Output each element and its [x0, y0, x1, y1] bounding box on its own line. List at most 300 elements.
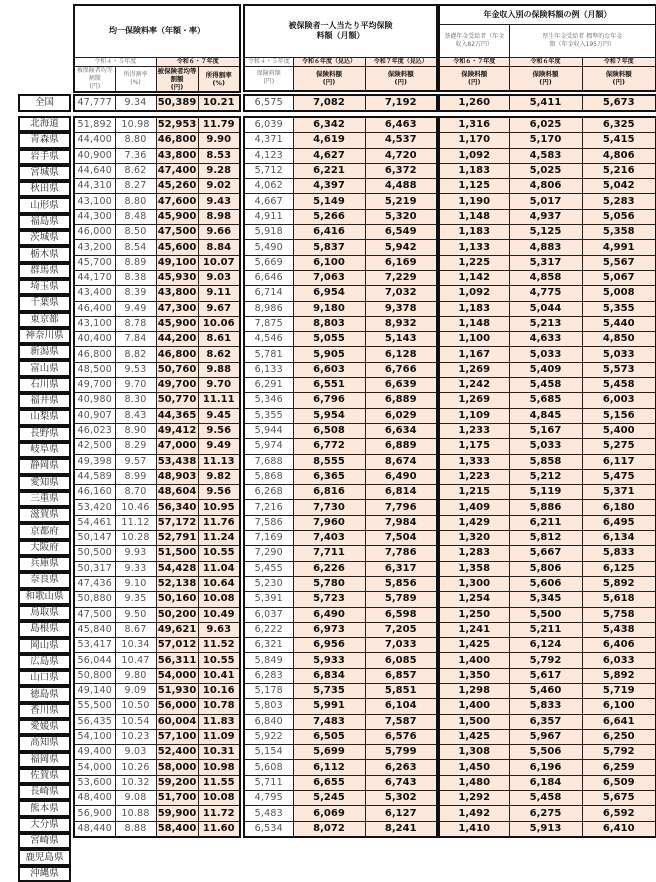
table-row [439, 240, 656, 255]
value-cell: 6,226 [293, 561, 365, 576]
column-header: 保険料額 (円) [365, 66, 437, 91]
table-row [439, 423, 656, 438]
value-cell: 5,974 [244, 439, 293, 454]
pension-example-block [438, 116, 656, 838]
table-row [439, 301, 656, 316]
value-cell: 11.12 [115, 515, 156, 530]
table-row [439, 546, 656, 561]
table-row [74, 546, 240, 561]
value-cell: 51,892 [74, 117, 115, 133]
value-cell: 5,858 [509, 454, 582, 469]
value-cell: 8.54 [115, 240, 156, 255]
prefecture-name: 佐賀県 [18, 768, 71, 784]
table-row [244, 393, 437, 408]
value-cell: 9.03 [115, 745, 156, 760]
table-row [244, 592, 437, 607]
table-row [244, 347, 437, 362]
value-cell: 10.47 [115, 653, 156, 668]
value-cell: 59,200 [156, 775, 198, 790]
value-cell: 1,100 [439, 332, 509, 347]
value-cell: 6,634 [365, 423, 437, 438]
table-row [439, 592, 656, 607]
table-row [74, 439, 240, 454]
value-cell: 5,849 [244, 653, 293, 668]
value-cell: 54,000 [74, 760, 115, 775]
value-cell: 9.56 [198, 485, 240, 500]
value-cell: 6,275 [509, 806, 582, 821]
value-cell: 47,600 [156, 194, 198, 209]
value-cell: 6,117 [582, 454, 656, 469]
table-row [439, 531, 656, 546]
value-cell: 43,200 [74, 240, 115, 255]
prefecture-name: 埼玉県 [18, 279, 71, 295]
value-cell: 5,806 [509, 561, 582, 576]
value-cell: 44,640 [74, 163, 115, 178]
prefecture-name: 石川県 [18, 377, 71, 393]
value-cell: 4,488 [365, 179, 437, 194]
value-cell: 7,205 [365, 622, 437, 637]
value-cell: 5,954 [293, 408, 365, 423]
table-row [74, 179, 240, 194]
value-cell: 6,534 [244, 821, 293, 837]
value-cell: 1,409 [439, 500, 509, 515]
value-cell: 8.80 [115, 194, 156, 209]
header-title: 被保険者一人当たり平均保険料額（月額） [244, 5, 437, 57]
value-cell: 5,675 [582, 791, 656, 806]
value-cell: 5,780 [293, 576, 365, 591]
table-row [74, 760, 240, 775]
value-cell: 1,410 [439, 821, 509, 837]
value-cell: 45,900 [156, 209, 198, 224]
value-cell: 1,425 [439, 638, 509, 653]
value-cell: 6,085 [365, 653, 437, 668]
value-cell: 6,406 [582, 638, 656, 653]
value-cell: 5,573 [582, 362, 656, 377]
value-cell: 7,290 [244, 546, 293, 561]
table-row [244, 286, 437, 301]
table-row [74, 699, 240, 714]
table-row [439, 332, 656, 347]
prefecture-name: 福島県 [18, 214, 71, 230]
value-cell: 7,504 [365, 531, 437, 546]
prefecture-name: 新潟県 [18, 344, 71, 360]
period-label: 令和６・７年度 [156, 57, 240, 66]
value-cell: 4,937 [509, 209, 582, 224]
value-cell: 5,608 [244, 760, 293, 775]
value-cell: 1,142 [439, 270, 509, 285]
table-row [244, 240, 437, 255]
table-row [439, 378, 656, 393]
value-cell: 5,789 [365, 592, 437, 607]
prefecture-name: 大分県 [18, 817, 71, 833]
value-cell: 46,800 [74, 347, 115, 362]
value-cell: 7,032 [365, 286, 437, 301]
value-cell: 9.02 [198, 179, 240, 194]
value-cell: 6,321 [244, 638, 293, 653]
value-cell: 49,621 [156, 622, 198, 637]
prefecture-name: 滋賀県 [18, 507, 71, 523]
table-row [439, 653, 656, 668]
value-cell: 57,100 [156, 729, 198, 744]
period-label: 令和７年度 [582, 57, 656, 66]
value-cell: 4,720 [365, 148, 437, 163]
value-cell: 58,400 [156, 821, 198, 837]
prefecture-name: 京都府 [18, 523, 71, 539]
value-cell: 5,856 [365, 576, 437, 591]
value-cell: 7,960 [293, 515, 365, 530]
value-cell: 4,775 [509, 286, 582, 301]
value-cell: 9,180 [293, 301, 365, 316]
table-row [74, 806, 240, 821]
value-cell: 6,221 [293, 163, 365, 178]
value-cell: 49,700 [156, 378, 198, 393]
value-cell: 5,567 [582, 255, 656, 270]
value-cell: 6,259 [582, 760, 656, 775]
value-cell: 9.82 [198, 469, 240, 484]
value-cell: 5,391 [244, 592, 293, 607]
value-cell: 52,953 [156, 117, 198, 133]
prefecture-name: 北海道 [18, 116, 71, 132]
table-row [244, 806, 437, 821]
value-cell: 5,792 [509, 653, 582, 668]
value-cell: 7,730 [293, 500, 365, 515]
prefecture-name: 徳島県 [18, 686, 71, 702]
value-cell: 1,350 [439, 668, 509, 683]
prefecture-name: 千葉県 [18, 295, 71, 311]
value-cell: 43,100 [74, 316, 115, 331]
header-title: 均一保険料率（年額・率） [74, 5, 240, 57]
value-cell: 6,033 [582, 653, 656, 668]
value-cell: 6,598 [365, 607, 437, 622]
table-row [439, 255, 656, 270]
value-cell: 9.34 [115, 95, 156, 111]
value-cell: 48,440 [74, 821, 115, 837]
value-cell: 5,506 [509, 745, 582, 760]
value-cell: 7,192 [365, 95, 437, 111]
value-cell: 6,342 [293, 117, 365, 133]
value-cell: 1,300 [439, 576, 509, 591]
value-cell: 46,800 [156, 133, 198, 148]
value-cell: 11.13 [198, 454, 240, 469]
value-cell: 5,355 [244, 408, 293, 423]
table-row [74, 638, 240, 653]
value-cell: 10.16 [198, 683, 240, 698]
prefecture-name: 宮城県 [18, 165, 71, 181]
prefecture-name: 島根県 [18, 621, 71, 637]
value-cell: 10.21 [198, 95, 240, 111]
prefecture-name: 香川県 [18, 703, 71, 719]
value-cell: 8.78 [115, 316, 156, 331]
value-cell: 6,814 [365, 485, 437, 500]
value-cell: 50,770 [156, 393, 198, 408]
table-row [439, 760, 656, 775]
value-cell: 6,029 [365, 408, 437, 423]
value-cell: 1,480 [439, 775, 509, 790]
employee-pension-label: 厚生年金受給者 標準的な年金額（年金収入195万円） [509, 24, 656, 57]
value-cell: 1,333 [439, 454, 509, 469]
value-cell: 8,072 [293, 821, 365, 837]
table-row [439, 133, 656, 148]
value-cell: 6,766 [365, 362, 437, 377]
prefecture-name: 兵庫県 [18, 556, 71, 572]
value-cell: 9.63 [198, 622, 240, 637]
value-cell: 9.49 [198, 439, 240, 454]
table-row [74, 347, 240, 362]
prefecture-name: 福井県 [18, 393, 71, 409]
value-cell: 7,587 [365, 714, 437, 729]
value-cell: 1,183 [439, 163, 509, 178]
value-cell: 49,140 [74, 683, 115, 698]
value-cell: 5,792 [582, 745, 656, 760]
value-cell: 1,242 [439, 378, 509, 393]
table-row [74, 729, 240, 744]
value-cell: 5,922 [244, 729, 293, 744]
value-cell: 9.50 [115, 607, 156, 622]
value-cell: 6,025 [509, 117, 582, 133]
value-cell: 49,412 [156, 423, 198, 438]
header-title: 年金収入別の保険料額の例（月額） [439, 5, 656, 24]
value-cell: 5,458 [582, 378, 656, 393]
value-cell: 5,455 [244, 561, 293, 576]
value-cell: 4,397 [293, 179, 365, 194]
value-cell: 9.49 [115, 301, 156, 316]
value-cell: 47,400 [156, 163, 198, 178]
value-cell: 4,911 [244, 209, 293, 224]
value-cell: 8,555 [293, 454, 365, 469]
table-row [244, 133, 437, 148]
prefecture-name: 群馬県 [18, 263, 71, 279]
value-cell: 10.55 [198, 546, 240, 561]
value-cell: 9.45 [198, 408, 240, 423]
value-cell: 6,639 [365, 378, 437, 393]
value-cell: 5,025 [509, 163, 582, 178]
table-row [74, 133, 240, 148]
value-cell: 6,069 [293, 806, 365, 821]
value-cell: 10.46 [115, 500, 156, 515]
value-cell: 6,133 [244, 362, 293, 377]
value-cell: 8.48 [115, 209, 156, 224]
table-row [74, 576, 240, 591]
period-label: 令和７年度（見込） [365, 57, 437, 66]
value-cell: 5,942 [365, 240, 437, 255]
value-cell: 7,586 [244, 515, 293, 530]
table-row [244, 607, 437, 622]
header-pension-examples [438, 4, 656, 92]
table-row [74, 316, 240, 331]
table-row [439, 347, 656, 362]
value-cell: 1,250 [439, 607, 509, 622]
value-cell: 6,039 [244, 117, 293, 133]
value-cell: 8.61 [198, 332, 240, 347]
value-cell: 5,008 [582, 286, 656, 301]
value-cell: 45,260 [156, 179, 198, 194]
value-cell: 6,357 [509, 714, 582, 729]
value-cell: 57,012 [156, 638, 198, 653]
table-row [74, 607, 240, 622]
value-cell: 46,000 [74, 225, 115, 240]
value-cell: 45,700 [74, 255, 115, 270]
table-row [244, 576, 437, 591]
prefecture-name: 静岡県 [18, 458, 71, 474]
value-cell: 11.11 [198, 393, 240, 408]
prefecture-name: 鳥取県 [18, 605, 71, 621]
value-cell: 1,183 [439, 225, 509, 240]
value-cell: 1,167 [439, 347, 509, 362]
value-cell: 1,269 [439, 393, 509, 408]
table-row [74, 393, 240, 408]
value-cell: 4,667 [244, 194, 293, 209]
value-cell: 1,400 [439, 699, 509, 714]
column-header: 保険料額 (円) [439, 66, 509, 91]
value-cell: 6,816 [293, 485, 365, 500]
table-row [439, 485, 656, 500]
value-cell: 43,100 [74, 194, 115, 209]
table-row [74, 775, 240, 790]
column-header: 被保険者均等割額 (円) [74, 66, 115, 92]
value-cell: 9,378 [365, 301, 437, 316]
value-cell: 40,907 [74, 408, 115, 423]
value-cell: 5,055 [293, 332, 365, 347]
prefecture-name: 広島県 [18, 654, 71, 670]
value-cell: 11.09 [198, 729, 240, 744]
value-cell: 6,211 [509, 515, 582, 530]
value-cell: 5,617 [509, 668, 582, 683]
prefecture-name: 東京都 [18, 312, 71, 328]
value-cell: 10.78 [198, 699, 240, 714]
value-cell: 10.41 [198, 668, 240, 683]
prefecture-name: 奈良県 [18, 572, 71, 588]
value-cell: 4,845 [509, 408, 582, 423]
value-cell: 4,546 [244, 332, 293, 347]
prefecture-name: 福岡県 [18, 752, 71, 768]
table-row [244, 454, 437, 469]
value-cell: 6,646 [244, 270, 293, 285]
value-cell: 50,317 [74, 561, 115, 576]
value-cell: 1,260 [439, 95, 509, 111]
value-cell: 4,806 [509, 179, 582, 194]
value-cell: 6,603 [293, 362, 365, 377]
value-cell: 6,128 [365, 347, 437, 362]
table-row [244, 117, 437, 133]
value-cell: 1,320 [439, 531, 509, 546]
value-cell: 47,500 [156, 225, 198, 240]
value-cell: 5,125 [509, 225, 582, 240]
table-row [439, 806, 656, 821]
value-cell: 5,458 [509, 378, 582, 393]
value-cell: 6,365 [293, 469, 365, 484]
value-cell: 44,365 [156, 408, 198, 423]
value-cell: 8,932 [365, 316, 437, 331]
prefecture-name: 栃木県 [18, 246, 71, 262]
table-row [74, 454, 240, 469]
value-cell: 6,250 [582, 729, 656, 744]
table-row [439, 668, 656, 683]
table-row [74, 408, 240, 423]
table-row [439, 362, 656, 377]
value-cell: 6,549 [365, 225, 437, 240]
value-cell: 7.84 [115, 332, 156, 347]
value-cell: 10.06 [198, 316, 240, 331]
value-cell: 6,655 [293, 775, 365, 790]
value-cell: 40,400 [74, 332, 115, 347]
prefecture-name: 富山県 [18, 360, 71, 376]
table-row [244, 622, 437, 637]
value-cell: 50,160 [156, 592, 198, 607]
value-cell: 6,180 [582, 500, 656, 515]
value-cell: 6,575 [244, 95, 293, 111]
value-cell: 5,033 [509, 439, 582, 454]
row-label: 全国 [18, 94, 71, 112]
value-cell: 5,618 [582, 592, 656, 607]
value-cell: 6,112 [293, 760, 365, 775]
value-cell: 54,100 [74, 729, 115, 744]
value-cell: 5,667 [509, 546, 582, 561]
value-cell: 50,760 [156, 362, 198, 377]
prefecture-name: 高知県 [18, 735, 71, 751]
prefecture-name-column [18, 116, 71, 882]
value-cell: 6,169 [365, 255, 437, 270]
value-cell: 8.99 [115, 469, 156, 484]
value-cell: 6,263 [365, 760, 437, 775]
table-row [439, 393, 656, 408]
table-row [244, 255, 437, 270]
value-cell: 8,803 [293, 316, 365, 331]
prefecture-name: 青森県 [18, 132, 71, 148]
value-cell: 6,037 [244, 607, 293, 622]
table-row [244, 638, 437, 653]
value-cell: 9.57 [115, 454, 156, 469]
value-cell: 11.04 [198, 561, 240, 576]
value-cell: 56,900 [74, 806, 115, 821]
value-cell: 53,438 [156, 454, 198, 469]
value-cell: 5,355 [582, 301, 656, 316]
value-cell: 9.90 [198, 133, 240, 148]
value-cell: 8.53 [198, 148, 240, 163]
value-cell: 5,851 [365, 683, 437, 698]
table-row [74, 194, 240, 209]
value-cell: 50,147 [74, 531, 115, 546]
table-row [439, 148, 656, 163]
value-cell: 5,460 [509, 683, 582, 698]
table-row [244, 485, 437, 500]
value-cell: 44,310 [74, 179, 115, 194]
value-cell: 10.07 [198, 255, 240, 270]
value-cell: 11.76 [198, 515, 240, 530]
value-cell: 1,125 [439, 179, 509, 194]
table-row [244, 301, 437, 316]
value-cell: 50,200 [156, 607, 198, 622]
value-cell: 10.31 [198, 745, 240, 760]
value-cell: 1,223 [439, 469, 509, 484]
table-row [244, 332, 437, 347]
column-header: 保険料額 (円) [244, 66, 293, 91]
table-row [244, 653, 437, 668]
value-cell: 5,216 [582, 163, 656, 178]
value-cell: 8.30 [115, 393, 156, 408]
value-cell: 5,440 [582, 316, 656, 331]
value-cell: 5,886 [509, 500, 582, 515]
value-cell: 8.98 [198, 209, 240, 224]
value-cell: 6,954 [293, 286, 365, 301]
column-header: 所得割率 (%) [115, 66, 156, 92]
table-row [74, 332, 240, 347]
value-cell: 8.38 [115, 270, 156, 285]
table-row [74, 362, 240, 377]
value-cell: 5,017 [509, 194, 582, 209]
period-label: 令和４・５年度 [244, 57, 293, 66]
value-cell: 10.32 [115, 775, 156, 790]
table-row [439, 225, 656, 240]
